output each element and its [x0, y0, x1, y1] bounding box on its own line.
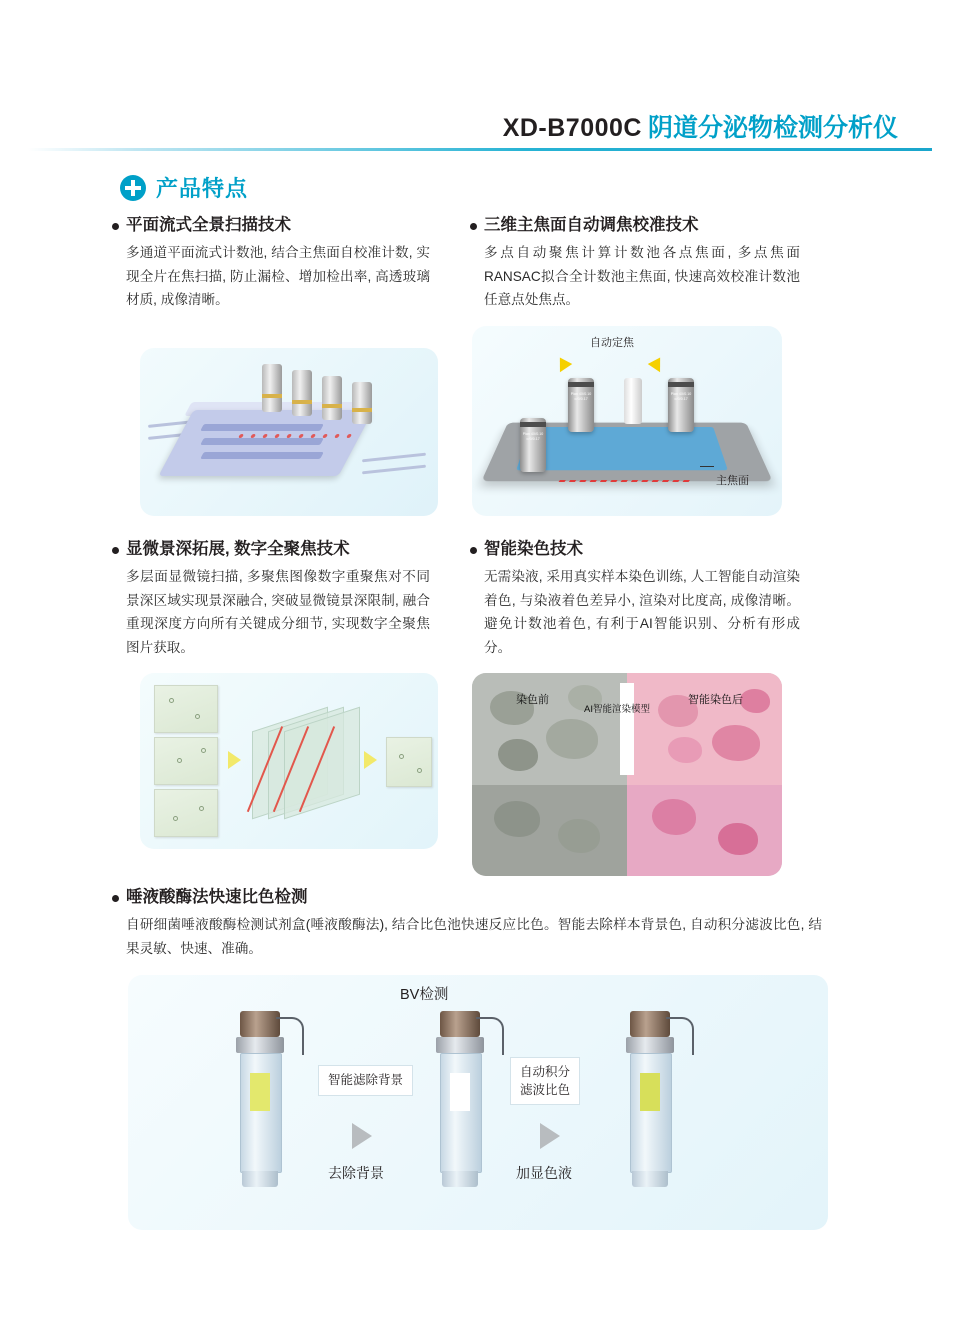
- feature-4-heading: [470, 538, 800, 561]
- ai-staining-illustration: [472, 673, 782, 876]
- arrow-icon: [364, 751, 377, 769]
- main-focal-plane-label: 主焦面: [716, 475, 749, 487]
- feature-block-5: [112, 886, 822, 960]
- feature-3-heading: [112, 538, 430, 561]
- label-ai-model: AI智能渲染模型: [584, 704, 650, 715]
- feature-5-body: 自研细菌唾液酸酶检测试剂盒(唾液酸酶法), 结合比色池快速反应比色。智能去除样本背景色, 自动积分滤波比色, 结果灵敏、快速、准确。: [126, 917, 822, 956]
- feature-2-heading: [470, 214, 800, 237]
- bullet-icon: [470, 223, 477, 230]
- feature-1-heading: [112, 214, 430, 237]
- label-after-staining: 智能染色后: [688, 694, 743, 706]
- feature-1-title: 平面流式全景扫描技术: [126, 216, 291, 234]
- bv-title: BV检测: [400, 987, 449, 1003]
- arrow-icon: [228, 751, 241, 769]
- sample-tube-icon: [624, 378, 642, 424]
- objective-icon: [292, 370, 312, 416]
- bullet-icon: [470, 547, 477, 554]
- sample-image: [154, 685, 218, 733]
- autofocus-illustration: [472, 326, 782, 516]
- depth-of-field-illustration: [140, 673, 438, 849]
- objective-icon: Plan 4X/0.10 ∞/0/0.17: [520, 418, 546, 472]
- filter-background-box: 智能滤除背景: [318, 1065, 413, 1096]
- objective-icon: Plan 4X/0.10 ∞/0/0.17: [668, 378, 694, 432]
- feature-5-title: 唾液酸酶法快速比色检测: [126, 888, 308, 906]
- sample-image: [154, 737, 218, 785]
- feature-4-title: 智能染色技术: [484, 540, 583, 558]
- product-model: XD-B7000C: [502, 114, 642, 142]
- section-title: [120, 172, 248, 203]
- arrow-icon: [352, 1123, 372, 1149]
- objective-icon: [262, 364, 282, 412]
- fused-image: [386, 737, 432, 787]
- sample-image: [154, 789, 218, 837]
- medical-cross-icon: [120, 175, 146, 201]
- product-name: 阴道分泌物检测分析仪: [647, 114, 898, 142]
- bullet-icon: [112, 547, 119, 554]
- feature-4-body: 无需染液, 采用真实样本染色训练, 人工智能自动渲染着色, 与染液着色差异小, 渲染对比度高, 成像清晰。避免计数池着色, 有利于AI智能识别、分析有形成分。: [484, 569, 800, 656]
- feature-5-heading: [112, 886, 822, 909]
- objective-icon: Plan 4X/0.10 ∞/0/0.17: [568, 378, 594, 432]
- feature-3-title: 显微景深拓展, 数字全聚焦技术: [126, 540, 350, 558]
- objective-icon: [352, 382, 372, 424]
- caption-remove-background: 去除背景: [328, 1165, 384, 1181]
- bullet-icon: [112, 895, 119, 902]
- feature-block-1: [112, 214, 430, 312]
- objective-icon: [322, 376, 342, 420]
- feature-block-3: [112, 538, 430, 660]
- feature-1-body: 多通道平面流式计数池, 结合主焦面自校准计数, 实现全片在焦扫描, 防止漏检、增加检出率, 高透玻璃材质, 成像清晰。: [126, 245, 430, 308]
- autofocus-top-label: 自动定焦: [590, 337, 634, 349]
- feature-2-title: 三维主焦面自动调焦校准技术: [484, 216, 699, 234]
- arrow-icon: [648, 357, 666, 375]
- flow-cell-dots: [234, 434, 354, 442]
- header-title: [503, 108, 898, 144]
- header-divider: [28, 148, 932, 151]
- feature-3-body: 多层面显微镜扫描, 多聚焦图像数字重聚焦对不同景深区域实现景深融合, 突破显微镜景深限制, 融合重现深度方向所有关键成分细节, 实现数字全聚焦图片获取。: [126, 569, 430, 656]
- bv-detection-illustration: [128, 975, 828, 1230]
- integration-filter-box: 自动积分 滤波比色: [510, 1057, 580, 1105]
- flow-cell-illustration: [140, 348, 438, 516]
- label-before-staining: 染色前: [516, 694, 549, 706]
- arrow-icon: [554, 357, 572, 375]
- page-header: [0, 108, 960, 156]
- section-title-label: 产品特点: [156, 176, 249, 201]
- arrow-icon: [540, 1123, 560, 1149]
- caption-add-reagent: 加显色液: [516, 1165, 572, 1181]
- bullet-icon: [112, 223, 119, 230]
- feature-block-4: [470, 538, 800, 660]
- feature-2-body: 多点自动聚焦计算计数池各点焦面, 多点焦面RANSAC拟合全计数池主焦面, 快速高效校准计数池任意点处焦点。: [484, 245, 800, 308]
- feature-block-2: [470, 214, 800, 312]
